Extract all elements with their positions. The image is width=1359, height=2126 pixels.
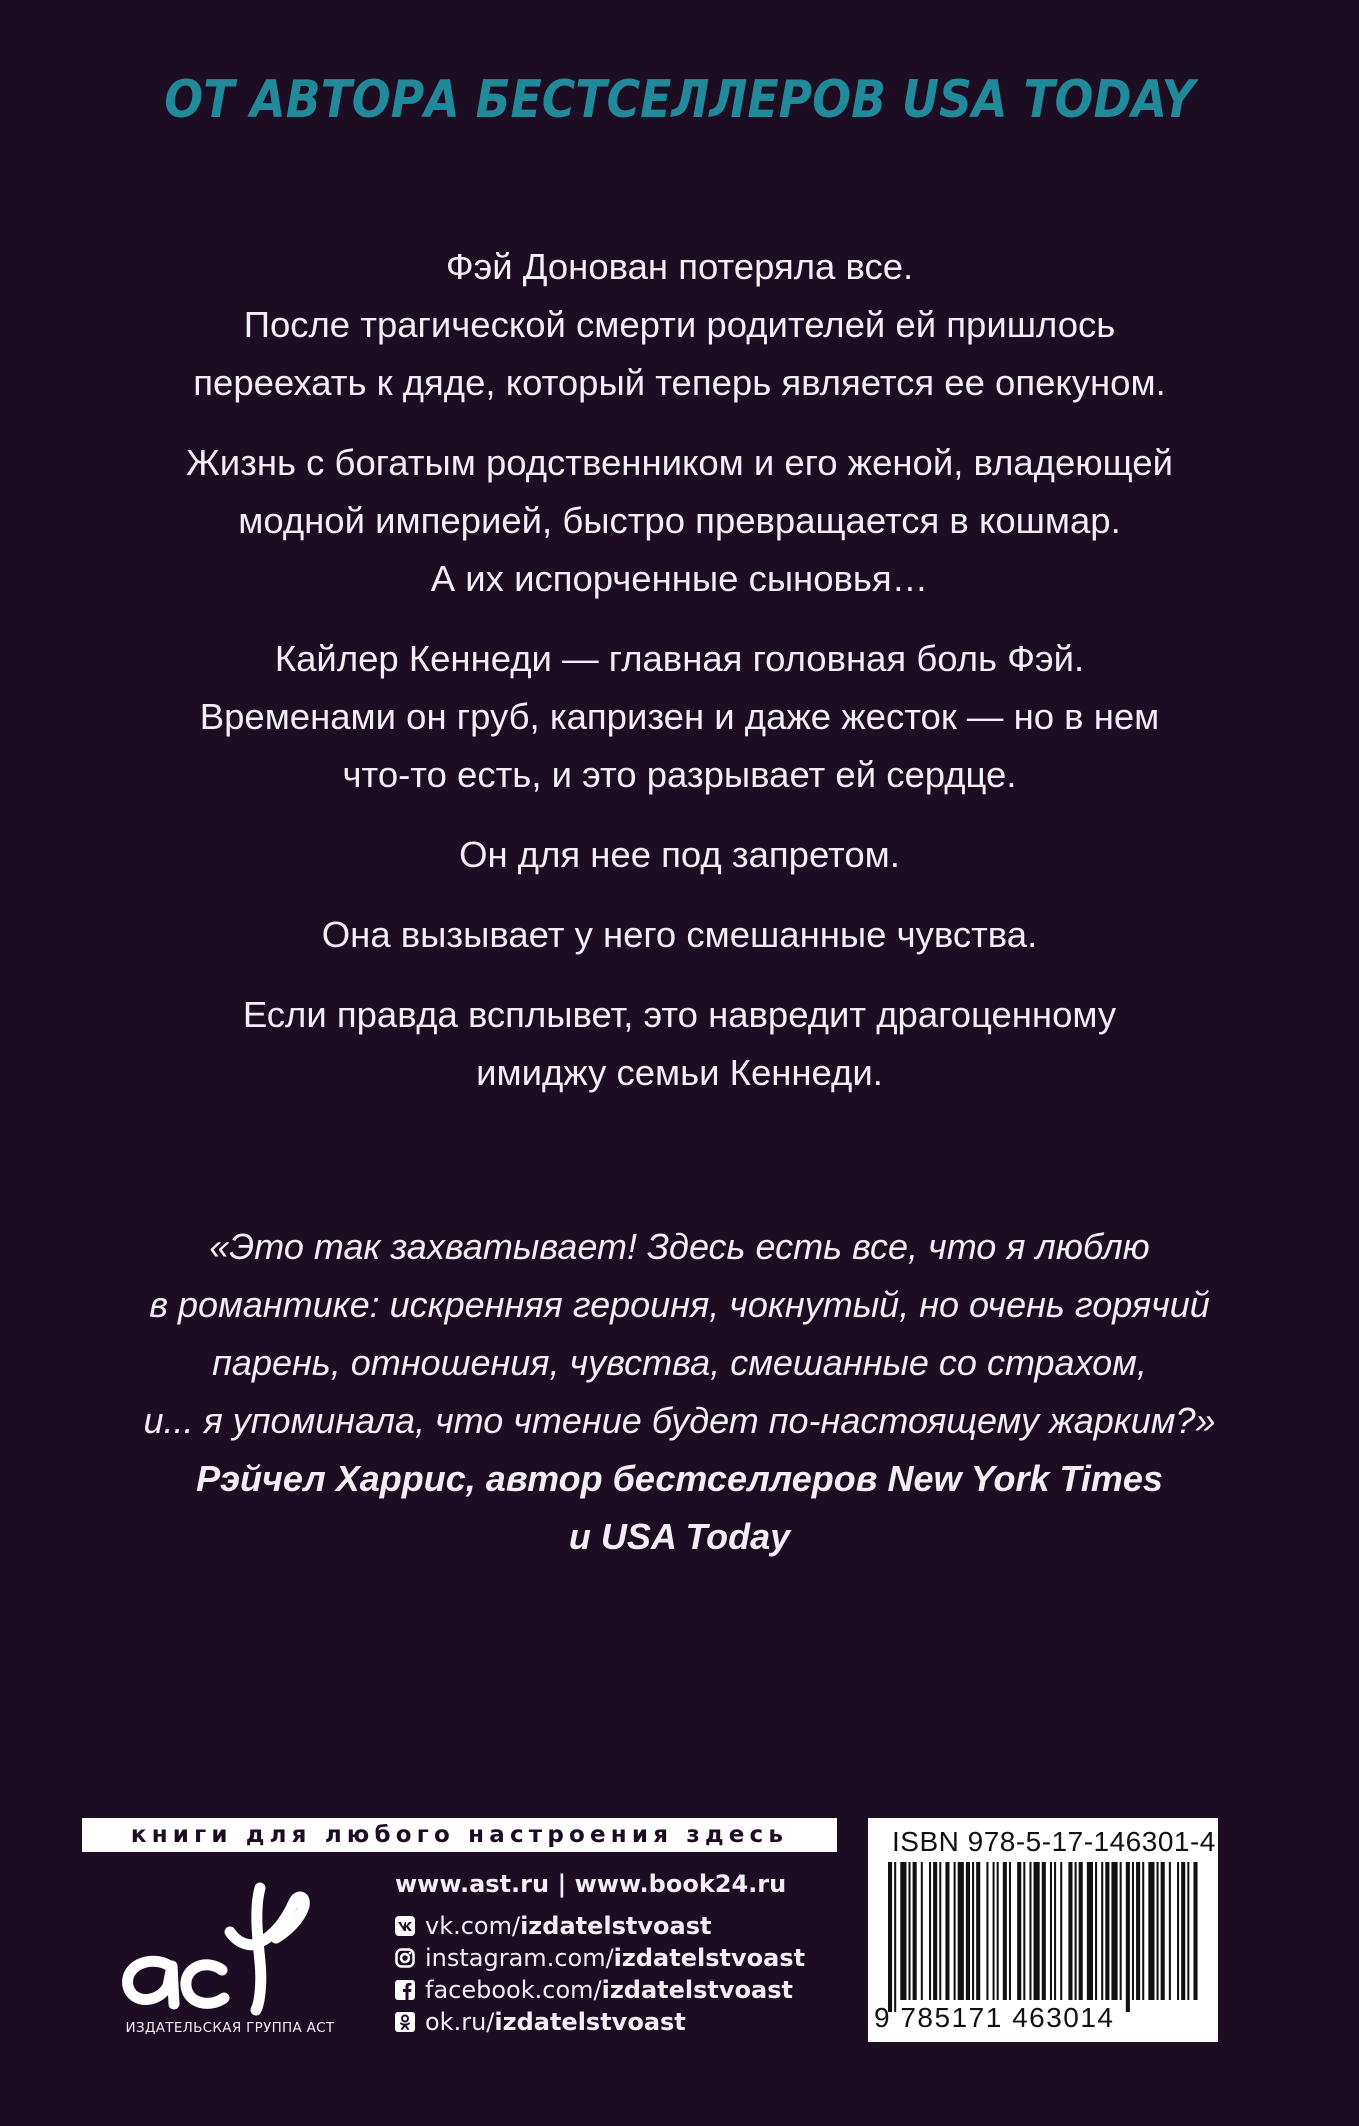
barcode-digits: 9 785171 463014 bbox=[874, 2002, 1115, 2033]
quote-line: «Это так захватывает! Здесь есть все, что я люблю bbox=[209, 1226, 1150, 1267]
barcode-bar bbox=[1042, 1862, 1046, 2000]
blurb-line: Кайлер Кеннеди — главная головная боль Фэй. bbox=[274, 638, 1085, 679]
blurb-paragraph bbox=[100, 434, 1259, 608]
review-quote bbox=[60, 1218, 1299, 1566]
barcode-bar bbox=[1003, 1862, 1007, 2000]
social-handle: izdatelstvoast bbox=[601, 1976, 793, 2004]
tagline-banner: книги для любого настроения здесь bbox=[82, 1818, 837, 1852]
ok-icon bbox=[395, 2012, 415, 2032]
blurb-paragraph bbox=[100, 630, 1259, 804]
publisher-links bbox=[395, 1870, 835, 2038]
isbn-label: ISBN 978-5-17-146301-4 bbox=[892, 1826, 1216, 1857]
barcode-bar bbox=[1068, 1862, 1072, 2000]
barcode-icon bbox=[888, 1862, 1200, 2012]
blurb-line: А их испорченные сыновья… bbox=[430, 558, 929, 599]
barcode-bar bbox=[1050, 1862, 1052, 2000]
barcode-bar bbox=[1169, 1862, 1171, 2000]
blurb-line: Фэй Донован потеряла все. bbox=[445, 246, 914, 287]
barcode-bar bbox=[993, 1862, 995, 2000]
barcode-bar bbox=[1142, 1862, 1144, 2000]
publisher-name: ИЗДАТЕЛЬСКАЯ ГРУППА АСТ bbox=[125, 2020, 335, 2036]
barcode-bar bbox=[954, 1862, 956, 2000]
barcode-bar bbox=[1157, 1862, 1159, 2000]
barcode-bar bbox=[929, 1862, 931, 2000]
ast-logo-icon bbox=[110, 1870, 350, 2020]
barcode-bar bbox=[972, 1862, 974, 2000]
website-links[interactable]: www.ast.ru | www.book24.ru bbox=[395, 1870, 787, 1898]
barcode-bar bbox=[939, 1862, 941, 2000]
blurb-paragraph bbox=[100, 906, 1259, 964]
blurb-line: Он для нее под запретом. bbox=[459, 834, 900, 875]
social-prefix: facebook.com/ bbox=[425, 1976, 602, 2004]
barcode-bar bbox=[921, 1862, 923, 2000]
vk-icon bbox=[395, 1916, 415, 1936]
barcode-bar bbox=[1177, 1862, 1179, 2000]
quote-attribution: Рэйчел Харрис, автор бестселлеров New York Times bbox=[196, 1458, 1163, 1499]
social-prefix: instagram.com/ bbox=[425, 1944, 614, 1972]
barcode-bar bbox=[1075, 1862, 1077, 2000]
blurb-line: Она вызывает у него смешанные чувства. bbox=[321, 914, 1038, 955]
social-link-instagram[interactable] bbox=[395, 1942, 835, 1974]
barcode-bar bbox=[1054, 1862, 1056, 2000]
barcode-bar bbox=[1009, 1862, 1011, 2000]
barcode-bar bbox=[966, 1862, 970, 2000]
blurb-paragraph bbox=[100, 238, 1259, 412]
quote-attribution: и USA Today bbox=[568, 1516, 791, 1557]
social-handle: izdatelstvoast bbox=[520, 1912, 712, 1940]
barcode-bar bbox=[933, 1862, 937, 2000]
quote-line: и... я упоминала, что чтение будет по-настоящему жарким?» bbox=[143, 1400, 1216, 1441]
barcode-bar bbox=[958, 1862, 964, 2000]
barcode-bar bbox=[1105, 1862, 1109, 2000]
blurb-line: что-то есть, и это разрывает ей сердце. bbox=[342, 754, 1017, 795]
social-handle: izdatelstvoast bbox=[613, 1944, 806, 1972]
barcode-bar bbox=[976, 1862, 980, 2000]
barcode-bar bbox=[986, 1862, 988, 2000]
barcode-bar bbox=[1034, 1862, 1040, 2000]
ast-logo bbox=[110, 1870, 350, 2020]
blurb-line: модной империей, быстро превращается в кошмар. bbox=[238, 500, 1121, 541]
social-prefix: vk.com/ bbox=[425, 1912, 521, 1940]
barcode-bar bbox=[1126, 1862, 1130, 2012]
social-link-ok[interactable] bbox=[395, 2006, 835, 2038]
barcode-bar bbox=[1132, 1862, 1134, 2000]
barcode-bar bbox=[945, 1862, 949, 2000]
blurb-line: После трагической смерти родителей ей пришлось bbox=[243, 304, 1116, 345]
barcode-bar bbox=[1187, 1862, 1189, 2000]
barcode-bar bbox=[894, 1862, 896, 2012]
barcode-bar bbox=[900, 1862, 906, 2000]
blurb-paragraph bbox=[100, 986, 1259, 1102]
barcode-bar bbox=[1120, 1862, 1122, 2000]
barcode-bar bbox=[909, 1862, 911, 2000]
blurb-line: имиджу семьи Кеннеди. bbox=[476, 1052, 883, 1093]
barcode-panel bbox=[868, 1818, 1218, 2042]
barcode-bar bbox=[1017, 1862, 1021, 2000]
barcode-bar bbox=[1079, 1862, 1083, 2000]
blurb-line: Временами он груб, капризен и даже жесток — но в нем bbox=[199, 696, 1160, 737]
instagram-icon bbox=[395, 1948, 415, 1968]
social-prefix: ok.ru/ bbox=[425, 2008, 495, 2036]
barcode-bar bbox=[1111, 1862, 1117, 2000]
barcode-bar bbox=[1095, 1862, 1097, 2000]
social-link-vk[interactable] bbox=[395, 1910, 835, 1942]
facebook-icon bbox=[395, 1980, 415, 2000]
social-handle: izdatelstvoast bbox=[494, 2008, 686, 2036]
barcode-bar bbox=[997, 1862, 999, 2000]
headline: ОТ АВТОРА БЕСТСЕЛЛЕРОВ USA TODAY bbox=[164, 70, 1195, 130]
barcode-bar bbox=[1148, 1862, 1154, 2000]
barcode-bar bbox=[913, 1862, 917, 2000]
barcode-bar bbox=[1029, 1862, 1031, 2000]
blurb-line: Если правда всплывет, это навредит драгоценному bbox=[242, 994, 1117, 1035]
blurb-line: переехать к дяде, который теперь является ее опекуном. bbox=[193, 362, 1166, 403]
blurb-paragraph bbox=[100, 826, 1259, 884]
barcode-bar bbox=[1181, 1862, 1185, 2000]
barcode-bar bbox=[1023, 1862, 1025, 2000]
quote-line: парень, отношения, чувства, смешанные со страхом, bbox=[212, 1342, 1147, 1383]
barcode-bar bbox=[1193, 1862, 1197, 2000]
blurb bbox=[100, 238, 1259, 1124]
barcode-bar bbox=[1136, 1862, 1140, 2000]
barcode-bar bbox=[888, 1862, 892, 2012]
barcode-bar bbox=[1161, 1862, 1165, 2000]
social-link-facebook[interactable] bbox=[395, 1974, 835, 2006]
barcode-bar bbox=[1087, 1862, 1093, 2000]
barcode-bar bbox=[1101, 1862, 1103, 2000]
blurb-line: Жизнь с богатым родственником и его женой, владеющей bbox=[186, 442, 1173, 483]
quote-line: в романтике: искренняя героиня, чокнутый, но очень горячий bbox=[149, 1284, 1210, 1325]
barcode-bar bbox=[1060, 1862, 1062, 2000]
